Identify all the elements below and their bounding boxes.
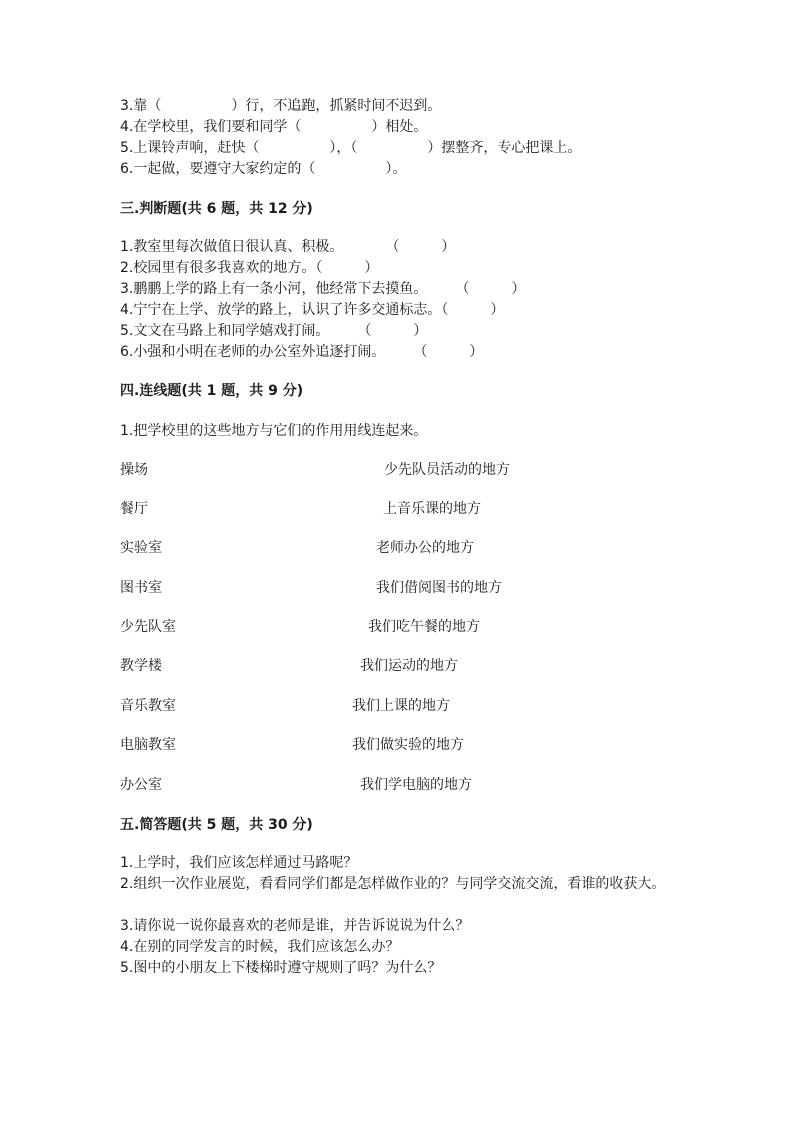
match-left-7: 音乐教室: [120, 698, 176, 714]
match-left-9: 办公室: [120, 777, 162, 793]
fill-blank-item-4: 4.在学校里，我们要和同学（ ）相处。: [120, 119, 428, 135]
fill-blank-item-6: 6.一起做，要遵守大家约定的（ ）。: [120, 161, 407, 177]
short-answer-item-2: 2.组织一次作业展览，看看同学们都是怎样做作业的？与同学交流交流，看谁的收获大。: [120, 876, 666, 892]
match-left-6: 教学楼: [120, 658, 162, 674]
match-right-4: 我们借阅图书的地方: [376, 580, 502, 596]
short-answer-item-4: 4.在别的同学发言的时候，我们应该怎么办？: [120, 939, 400, 955]
match-right-2: 上音乐课的地方: [383, 501, 481, 517]
match-left-1: 操场: [120, 462, 148, 478]
match-right-6: 我们运动的地方: [360, 658, 458, 674]
judge-section-heading: 三.判断题(共 6 题，共 12 分): [120, 201, 313, 217]
match-left-4: 图书室: [120, 580, 162, 596]
judge-item-5: 5.文文在马路上和同学嬉戏打闹。 （ ）: [120, 323, 428, 339]
short-answer-item-5: 5.图中的小朋友上下楼梯时遵守规则了吗？为什么？: [120, 960, 442, 976]
match-question: 1.把学校里的这些地方与它们的作用用线连起来。: [120, 423, 428, 439]
match-right-1: 少先队员活动的地方: [384, 462, 510, 478]
match-right-8: 我们做实验的地方: [352, 737, 464, 753]
judge-item-6: 6.小强和小明在老师的办公室外追逐打闹。 （ ）: [120, 344, 484, 360]
short-answer-item-1: 1.上学时，我们应该怎样通过马路呢？: [120, 855, 358, 871]
short-answer-section-heading: 五.简答题(共 5 题，共 30 分): [120, 817, 313, 833]
match-right-5: 我们吃午餐的地方: [368, 619, 480, 635]
match-left-5: 少先队室: [120, 619, 176, 635]
match-left-8: 电脑教室: [120, 737, 176, 753]
match-left-2: 餐厅: [120, 501, 148, 517]
match-right-9: 我们学电脑的地方: [360, 777, 472, 793]
fill-blank-item-5: 5.上课铃声响，赶快（ ），（ ）摆整齐，专心把课上。: [120, 140, 582, 156]
judge-item-4: 4.宁宁在上学、放学的路上，认识了许多交通标志。（ ）: [120, 302, 505, 318]
match-right-7: 我们上课的地方: [352, 698, 450, 714]
match-right-3: 老师办公的地方: [376, 540, 474, 556]
judge-item-3: 3.鹏鹏上学的路上有一条小河，他经常下去摸鱼。 （ ）: [120, 281, 526, 297]
match-left-3: 实验室: [120, 540, 162, 556]
judge-item-2: 2.校园里有很多我喜欢的地方。（ ）: [120, 260, 379, 276]
judge-item-1: 1.教室里每次做值日很认真、积极。 （ ）: [120, 239, 456, 255]
fill-blank-item-3: 3.靠（ ）行，不追跑，抓紧时间不迟到。: [120, 98, 442, 114]
match-section-heading: 四.连线题(共 1 题，共 9 分): [120, 383, 304, 399]
short-answer-item-3: 3.请你说一说你最喜欢的老师是谁，并告诉说说为什么？: [120, 918, 470, 934]
